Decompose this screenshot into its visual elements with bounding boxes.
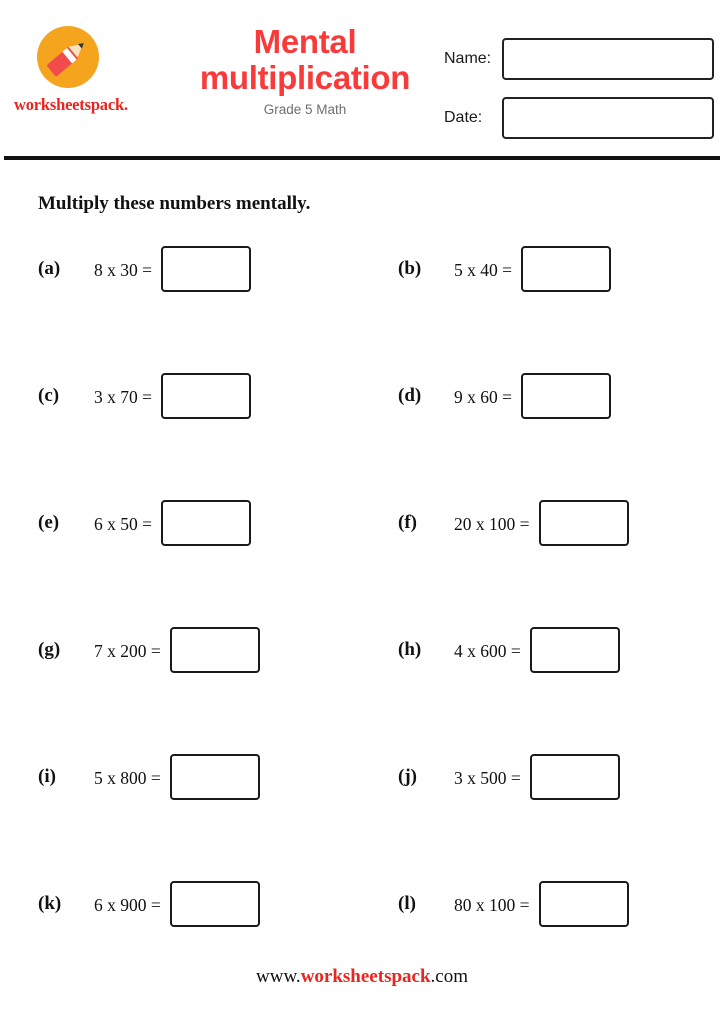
logo-suffix: . xyxy=(123,95,128,114)
problem-item xyxy=(0,754,362,881)
page-subtitle: Grade 5 Math xyxy=(263,102,347,117)
problem-item xyxy=(0,500,362,627)
problem-expression: 7 x 200 = xyxy=(94,641,161,661)
problem-letter: (d) xyxy=(398,385,422,406)
problem-expression: 3 x 500 = xyxy=(454,768,521,788)
footer-brand: worksheetspack xyxy=(300,966,431,987)
page-title-line1: Mental xyxy=(253,23,357,60)
footer xyxy=(0,966,724,988)
problem-list xyxy=(0,246,724,1008)
name-label: Name: xyxy=(444,50,492,67)
problem-item xyxy=(362,754,724,881)
problem-letter: (h) xyxy=(398,639,422,660)
answer-input[interactable] xyxy=(170,881,260,927)
answer-input[interactable] xyxy=(170,627,260,673)
problem-item xyxy=(0,881,362,1008)
student-fields xyxy=(444,38,714,156)
problem-letter: (e) xyxy=(38,512,60,533)
problem-letter: (f) xyxy=(398,512,417,533)
problem-expression: 6 x 50 = xyxy=(94,514,152,534)
pencil-icon xyxy=(37,26,99,88)
problem-row xyxy=(0,627,724,754)
problem-item xyxy=(362,373,724,500)
logo xyxy=(14,26,128,115)
name-input[interactable] xyxy=(502,38,714,80)
problem-item xyxy=(362,246,724,373)
page-title-line2: multiplication xyxy=(199,59,411,96)
problem-expression: 20 x 100 = xyxy=(454,514,530,534)
answer-input[interactable] xyxy=(539,881,629,927)
problem-letter: (l) xyxy=(398,893,416,914)
problem-letter: (k) xyxy=(38,893,62,914)
date-input[interactable] xyxy=(502,97,714,139)
problem-expression: 4 x 600 = xyxy=(454,641,521,661)
problem-row xyxy=(0,373,724,500)
answer-input[interactable] xyxy=(539,500,629,546)
problem-expression: 6 x 900 = xyxy=(94,895,161,915)
problem-letter: (g) xyxy=(38,639,61,660)
answer-input[interactable] xyxy=(161,500,251,546)
logo-brand: worksheetspack xyxy=(14,95,124,114)
problem-item xyxy=(0,246,362,373)
problem-row xyxy=(0,246,724,373)
problem-letter: (c) xyxy=(38,385,60,406)
instruction-text: Multiply these numbers mentally. xyxy=(38,193,311,214)
problem-expression: 3 x 70 = xyxy=(94,387,152,407)
problem-expression: 9 x 60 = xyxy=(454,387,512,407)
problem-item xyxy=(362,881,724,1008)
date-label: Date: xyxy=(444,109,483,126)
answer-input[interactable] xyxy=(530,627,620,673)
problem-item xyxy=(0,373,362,500)
problem-letter: (b) xyxy=(398,258,422,279)
title-block xyxy=(180,24,430,117)
problem-expression: 5 x 800 = xyxy=(94,768,161,788)
answer-input[interactable] xyxy=(161,246,251,292)
answer-input[interactable] xyxy=(530,754,620,800)
problem-letter: (a) xyxy=(38,258,61,279)
date-field-row xyxy=(444,97,714,139)
problem-expression: 80 x 100 = xyxy=(454,895,530,915)
problem-row xyxy=(0,754,724,881)
problem-row xyxy=(0,500,724,627)
footer-suffix: .com xyxy=(430,966,468,987)
problem-letter: (j) xyxy=(398,766,417,787)
answer-input[interactable] xyxy=(161,373,251,419)
problem-letter: (i) xyxy=(38,766,56,787)
worksheet-header xyxy=(0,0,724,152)
problem-item xyxy=(0,627,362,754)
footer-prefix: www. xyxy=(256,966,301,987)
problem-expression: 5 x 40 = xyxy=(454,260,512,280)
answer-input[interactable] xyxy=(170,754,260,800)
problem-item xyxy=(362,627,724,754)
name-field-row xyxy=(444,38,714,80)
logo-text xyxy=(14,95,128,115)
problem-expression: 8 x 30 = xyxy=(94,260,152,280)
header-divider xyxy=(4,156,720,160)
answer-input[interactable] xyxy=(521,373,611,419)
problem-row xyxy=(0,881,724,1008)
problem-item xyxy=(362,500,724,627)
answer-input[interactable] xyxy=(521,246,611,292)
